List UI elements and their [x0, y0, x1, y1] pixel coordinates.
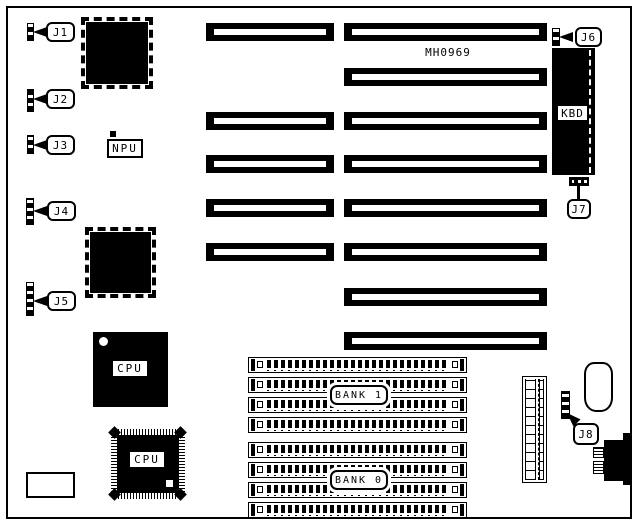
expansion-slot: [206, 23, 334, 41]
simm-latch: [452, 401, 458, 408]
power-header: [522, 376, 547, 483]
expansion-slot: [344, 155, 547, 173]
expansion-slot: [344, 112, 547, 130]
battery-footprint: [26, 472, 75, 498]
qfp-chip-top: [86, 22, 148, 84]
cpu2-pin1-square: [166, 480, 173, 487]
simm-socket: [248, 417, 467, 433]
j6-label: J6: [575, 27, 602, 47]
simm-latch: [452, 506, 458, 513]
part-number-label: MH0969: [425, 46, 471, 59]
j1-callout-pointer: [33, 27, 47, 37]
simm-latch: [452, 381, 458, 388]
simm-latch: [452, 361, 458, 368]
power-tab: [593, 461, 604, 474]
simm-pins: [267, 504, 448, 516]
expansion-slot: [206, 112, 334, 130]
simm-socket: [248, 502, 467, 518]
j5-label: J5: [47, 291, 76, 311]
expansion-slot: [344, 288, 547, 306]
simm-latch: [257, 506, 263, 513]
simm-latch: [257, 421, 263, 428]
simm-latch: [257, 361, 263, 368]
edge-power-connector-flange: [623, 433, 632, 485]
simm-socket: [248, 442, 467, 458]
simm-latch: [257, 381, 263, 388]
j7-label: J7: [567, 199, 591, 219]
j4-label: J4: [47, 201, 76, 221]
j1-label: J1: [46, 22, 75, 42]
keyboard-label: KBD: [556, 104, 589, 122]
j7-pin: [578, 180, 581, 183]
cpu2-pins-bottom: [118, 493, 178, 499]
cpu2-label: CPU: [130, 452, 164, 467]
qfp-chip-middle: [90, 232, 151, 293]
power-header-pins: [525, 379, 536, 480]
bank0-label: BANK 0: [330, 470, 388, 490]
simm-pins: [267, 359, 448, 371]
expansion-slot: [344, 243, 547, 261]
expansion-slot: [344, 199, 547, 217]
j8-label: J8: [573, 423, 599, 445]
component-footprint: [584, 362, 613, 412]
j7-connector: [569, 177, 589, 186]
j5-callout-pointer: [33, 296, 47, 306]
power-tab: [593, 447, 604, 458]
j4-callout-pointer: [33, 206, 47, 216]
j3-label: J3: [46, 135, 75, 155]
simm-socket: [248, 357, 467, 373]
expansion-slot: [344, 332, 547, 350]
simm-pins: [267, 419, 448, 431]
j7-pin: [584, 180, 587, 183]
cpu-pin1-dot: [99, 337, 108, 346]
j6-callout-pointer: [559, 32, 573, 42]
cpu2-pins-right: [179, 437, 185, 492]
bank1-label: BANK 1: [330, 385, 388, 405]
expansion-slot: [344, 68, 547, 86]
j2-label: J2: [46, 89, 75, 109]
power-header-pins: [539, 379, 544, 480]
simm-pins: [267, 444, 448, 456]
j7-pin: [571, 179, 575, 184]
npu-label: NPU: [107, 139, 143, 158]
edge-power-connector: [604, 440, 623, 481]
expansion-slot: [206, 155, 334, 173]
simm-latch: [452, 466, 458, 473]
expansion-slot: [206, 243, 334, 261]
simm-latch: [452, 486, 458, 493]
j3-callout-pointer: [33, 140, 47, 150]
simm-latch: [257, 401, 263, 408]
npu-pin1-dot: [110, 131, 116, 137]
simm-latch: [257, 466, 263, 473]
simm-latch: [452, 421, 458, 428]
simm-latch: [257, 486, 263, 493]
j2-callout-pointer: [33, 94, 47, 104]
cpu-label: CPU: [113, 361, 147, 376]
simm-latch: [257, 446, 263, 453]
simm-latch: [452, 446, 458, 453]
expansion-slot: [206, 199, 334, 217]
j7-callout-stem: [577, 186, 580, 200]
expansion-slot: [344, 23, 547, 41]
